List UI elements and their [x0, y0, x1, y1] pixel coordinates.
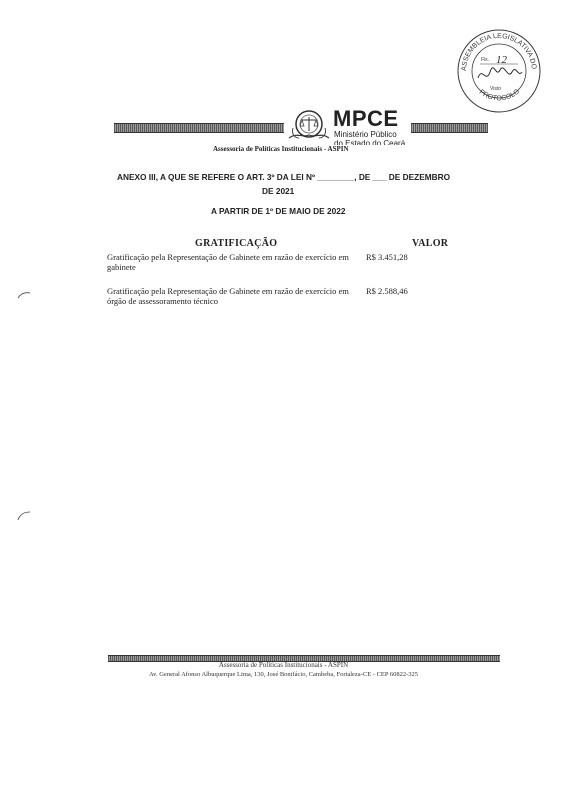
signature-icon: [478, 68, 522, 78]
margin-mark-bottom: [16, 508, 32, 522]
stamp-fls-number: 12: [496, 54, 507, 66]
table-row-1-value: R$ 3.451,28: [366, 252, 408, 262]
effective-date: A PARTIR DE 1º DE MAIO DE 2022: [211, 206, 346, 216]
document-title-line-1: ANEXO III, A QUE SE REFERE O ART. 3º DA LEI Nº ________, DE ___ DE DEZEMBRO: [117, 172, 451, 182]
stamp-fls-label: Fls.: [481, 57, 490, 63]
stamp-seal-icon: [456, 28, 542, 114]
mpce-emblem-icon: [287, 108, 331, 144]
table-row-2-value: R$ 2.588,46: [366, 286, 408, 296]
stamp-text-top: ASSEMBLEIA LEGISLATIVA DO: [460, 32, 538, 72]
stamp-text-bottom: PROTOCOLO: [477, 88, 522, 103]
logo-subtitle-2: do Estado do Ceará: [334, 139, 406, 145]
header-bar-left: [114, 123, 284, 133]
header-department: Assessoria de Políticas Institucionais - ASPIN: [213, 145, 349, 153]
footer-department: Assessoria de Políticas Institucionais - ASPIN: [218, 661, 349, 669]
table-row-1-description: Gratificação pela Representação de Gabinete em razão de exercício em gabinete: [107, 252, 349, 272]
protocol-stamp: [456, 28, 542, 114]
column-header-valor: VALOR: [412, 238, 449, 249]
table-row-2-description: Gratificação pela Representação de Gabinete em razão de exercício em órgão de assessoramento técnico: [107, 286, 349, 306]
logo-title: MPCE: [333, 106, 399, 131]
margin-mark-top: [16, 290, 32, 300]
document-title-line-2: DE 2021: [262, 186, 295, 196]
logo-subtitle-1: Ministério Público: [334, 130, 397, 139]
stamp-visto-label: Visto: [490, 86, 502, 92]
header-bar-right: [411, 123, 488, 133]
column-header-gratificacao: GRATIFICAÇÃO: [195, 238, 278, 249]
footer-address: Av. General Afonso Albuquerque Lima, 130, José Bonifácio, Cambeba, Fortaleza-CE - CEP 60822-325: [148, 671, 419, 678]
